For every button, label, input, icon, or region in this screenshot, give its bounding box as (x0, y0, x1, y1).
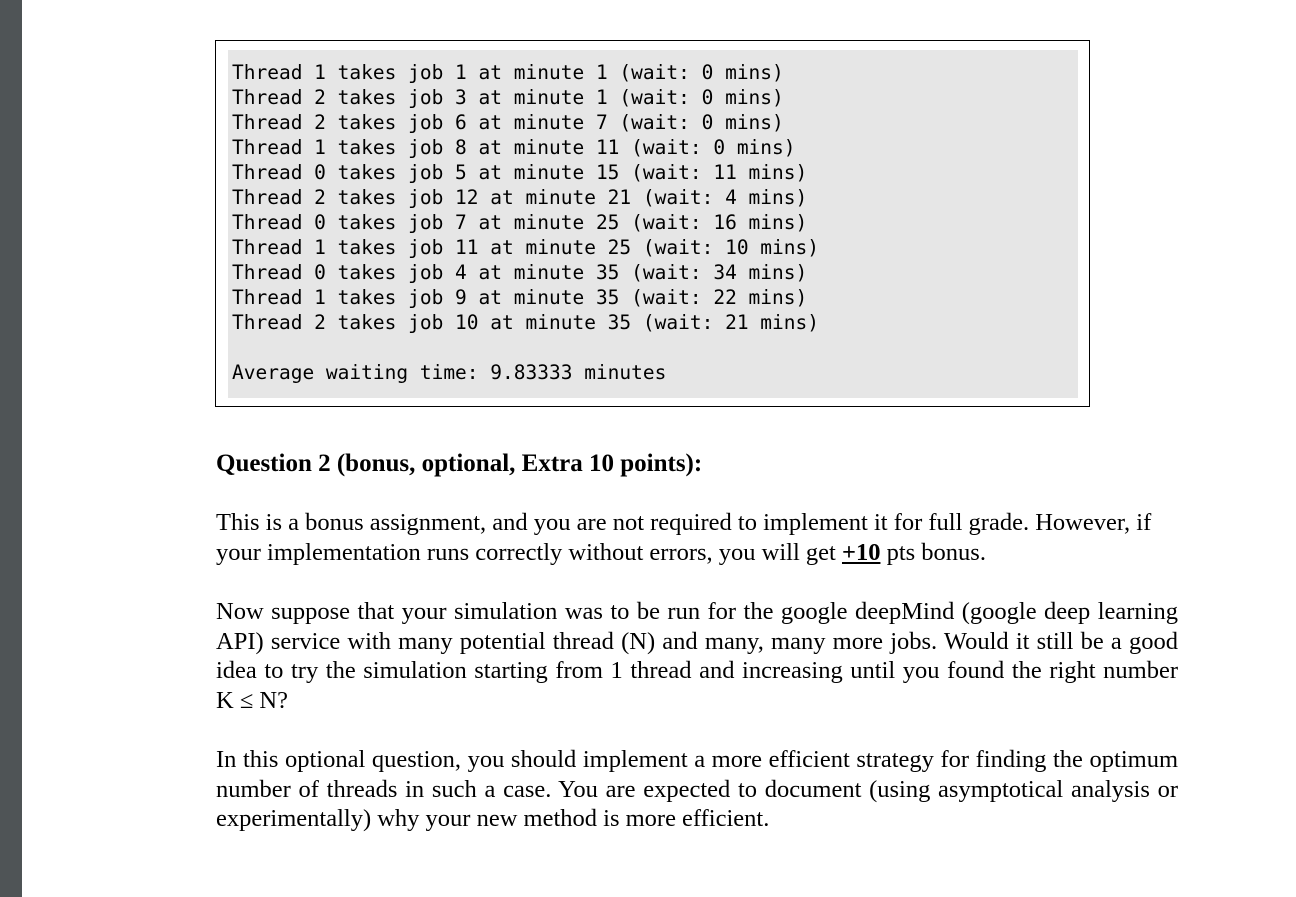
output-line: Thread 1 takes job 9 at minute 35 (wait: 22 mins) (232, 286, 808, 309)
output-line: Thread 1 takes job 1 at minute 1 (wait: 0 mins) (232, 61, 784, 84)
bonus-description-paragraph (216, 508, 1178, 567)
scaling-question-paragraph: Now suppose that your simulation was to be run for the google deepMind (google deep learning API) service with many potential thread (N) and many, many more jobs. Would it still be a good idea to try the simulation starting from 1 thread and increasing until you found the right number K ≤ N? (216, 598, 1178, 715)
output-line: Thread 0 takes job 5 at minute 15 (wait: 11 mins) (232, 161, 808, 184)
viewer-sidebar (0, 0, 22, 897)
output-line: Thread 0 takes job 7 at minute 25 (wait: 16 mins) (232, 211, 808, 234)
output-line: Thread 2 takes job 6 at minute 7 (wait: 0 mins) (232, 111, 784, 134)
output-line: Thread 2 takes job 3 at minute 1 (wait: 0 mins) (232, 86, 784, 109)
output-line: Thread 0 takes job 4 at minute 35 (wait: 34 mins) (232, 261, 808, 284)
paragraph-text: This is a bonus assignment, and you are not required to implement it for full grade. However, if your implementation runs correctly without errors, you will get (216, 509, 1152, 566)
program-output-box (215, 40, 1090, 407)
program-output-background (228, 50, 1078, 398)
optional-task-paragraph: In this optional question, you should implement a more efficient strategy for finding the optimum number of threads in such a case. You are expected to document (using asymptotical analysis or experimentally) why your new method is more efficient. (216, 746, 1178, 833)
bonus-points-value: +10 (841, 538, 881, 566)
output-line: Thread 1 takes job 11 at minute 25 (wait: 10 mins) (232, 236, 819, 259)
output-line: Thread 1 takes job 8 at minute 11 (wait: 0 mins) (232, 136, 796, 159)
program-output-lines (232, 60, 819, 335)
output-line: Thread 2 takes job 10 at minute 35 (wait: 21 mins) (232, 311, 819, 334)
output-line: Thread 2 takes job 12 at minute 21 (wait: 4 mins) (232, 186, 808, 209)
question-heading: Question 2 (bonus, optional, Extra 10 points): (216, 450, 703, 477)
average-waiting-time: Average waiting time: 9.83333 minutes (232, 361, 667, 384)
paragraph-text: pts bonus. (880, 538, 986, 566)
